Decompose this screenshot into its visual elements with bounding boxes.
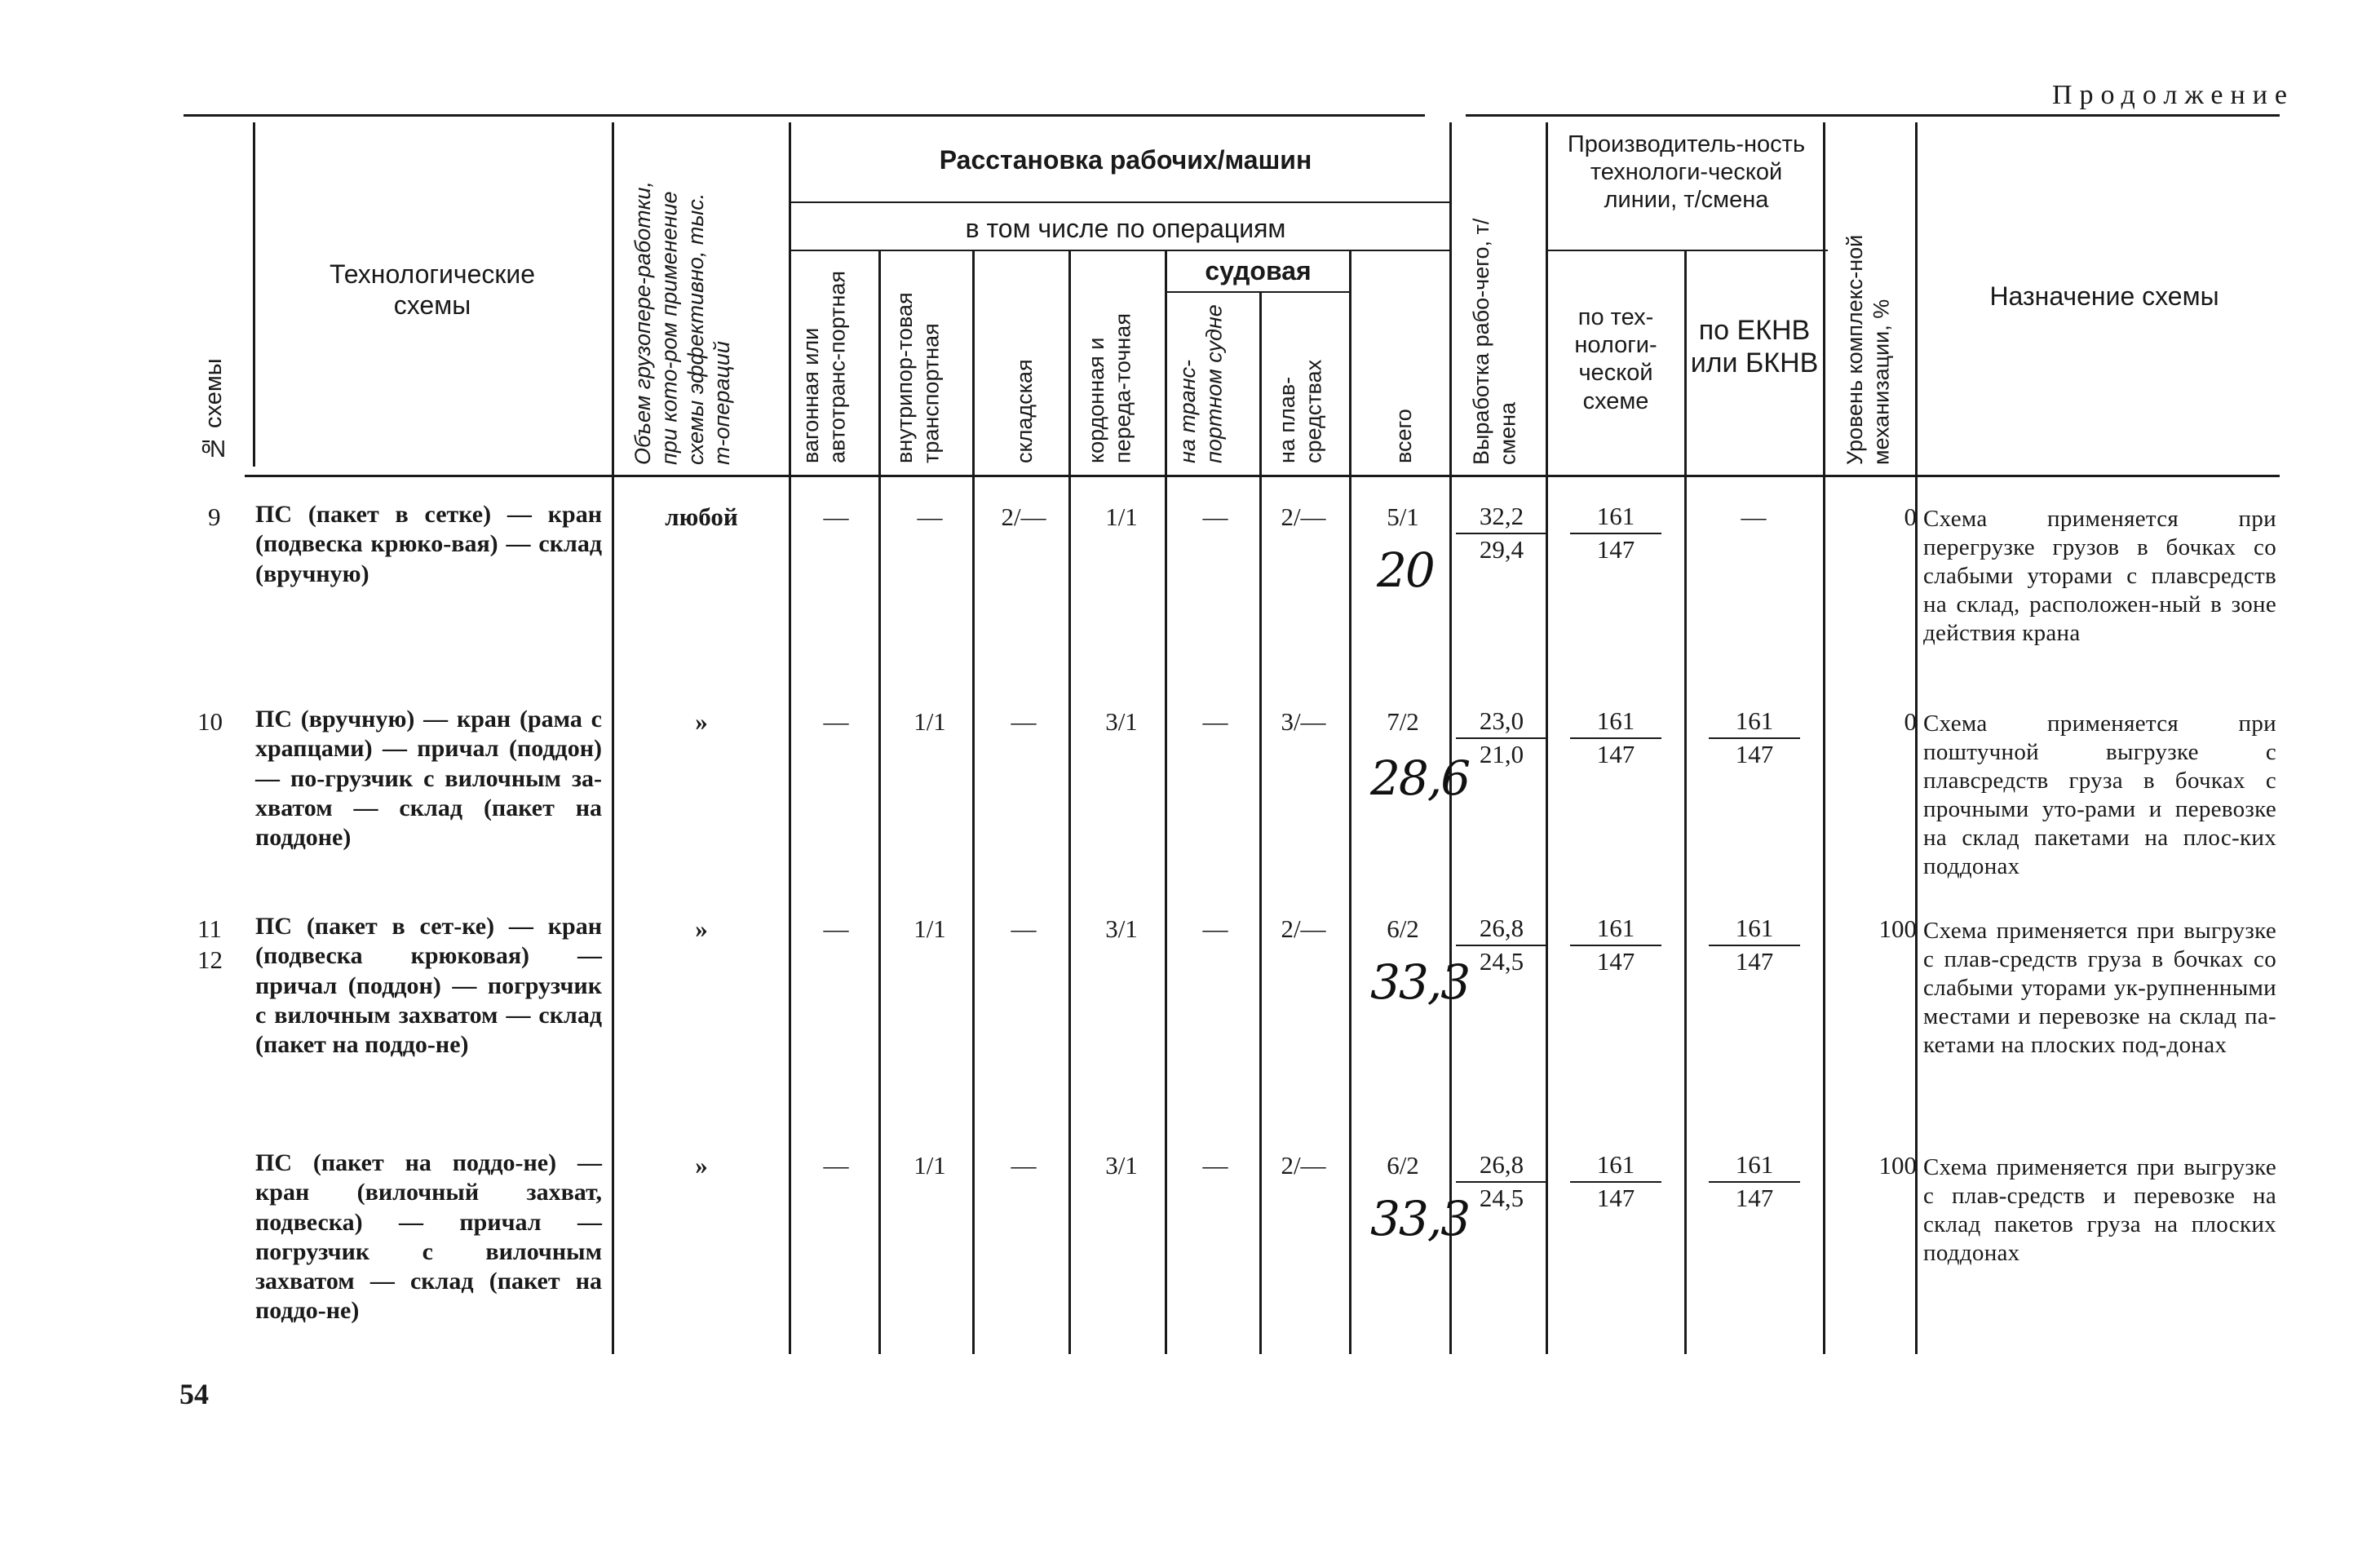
- col-line-warehouse: [1068, 250, 1071, 1354]
- row-warehouse: 2/—: [1001, 502, 1046, 531]
- row-tech-productivity: [1570, 708, 1661, 768]
- output-denominator: 21,0: [1479, 739, 1524, 768]
- row-volume: »: [695, 1151, 708, 1180]
- handwritten-note: 28,6: [1370, 750, 1470, 806]
- tech-numerator: 161: [1570, 915, 1661, 946]
- output-numerator: 26,8: [1456, 915, 1547, 946]
- eknv-denominator: 147: [1735, 739, 1774, 768]
- tech-denominator: 147: [1596, 534, 1635, 564]
- handwritten-note: 33,3: [1370, 954, 1470, 1010]
- row-scheme: ПС (пакет на поддо-не) — кран (вилочный захват, подвеска) — причал — погрузчик с вилочным захватом — склад (пакет на поддо-не): [255, 1149, 602, 1325]
- header-on-transport-ship: на транс-портном судне: [1175, 304, 1227, 463]
- row-no: 10: [197, 707, 223, 736]
- header-by-tech-scheme: по тех-нологи-ческой схеме: [1574, 304, 1657, 414]
- handwritten-note: 20: [1377, 542, 1434, 598]
- row-on-floating: 3/—: [1281, 707, 1326, 736]
- row-cordon: 3/1: [1105, 914, 1138, 943]
- continuation-heading: Продолжение: [2051, 80, 2294, 110]
- row-purpose: Схема применяется при поштучной выгрузке с плавсредств груза в бочках с прочными уто-рами и перевозке на склад пакетами на плос-ких поддонах: [1923, 710, 2276, 880]
- row-output: [1456, 503, 1547, 563]
- tech-denominator: 147: [1596, 1183, 1635, 1212]
- page-number: 54: [179, 1378, 209, 1410]
- row-output: [1456, 708, 1547, 768]
- row-tech-productivity: [1570, 1152, 1661, 1211]
- header-mechanization: Уровень комплекс-ной механизации, %: [1843, 234, 1894, 465]
- row-intraport: 1/1: [914, 707, 946, 736]
- col-line-tech: [1684, 250, 1687, 1354]
- row-total: 7/2: [1387, 707, 1419, 736]
- header-divider: [245, 475, 2280, 477]
- col-line-eknv: [1823, 122, 1825, 1354]
- row-intraport: 1/1: [914, 1151, 946, 1180]
- row-tech-productivity: [1570, 503, 1661, 563]
- col-line-floating: [1349, 250, 1351, 1354]
- row-volume: любой: [665, 502, 738, 531]
- placement-underline: [791, 201, 1449, 203]
- row-tech-productivity: [1570, 915, 1661, 975]
- tech-numerator: 161: [1570, 708, 1661, 739]
- row-scheme: ПС (вручную) — кран (рама с храпцами) — причал (поддон) — по-грузчик с вилочным за-хватом — склад (пакет на поддоне): [255, 706, 602, 852]
- row-cordon: 3/1: [1105, 707, 1138, 736]
- row-eknv-productivity: [1709, 708, 1800, 768]
- header-volume: Объем грузопере-работки, при кото-ром применение схемы эффективно, тыс. т-операций: [630, 181, 735, 465]
- tech-denominator: 147: [1596, 946, 1635, 976]
- row-on-floating: 2/—: [1281, 914, 1326, 943]
- row-eknv-productivity: [1709, 1152, 1800, 1211]
- row-purpose: Схема применяется при выгрузке с плав-средств груза в бочках со слабыми уторами ук-рупненными местами и перевозке на склад па-кетами на плоских под-донах: [1923, 918, 2276, 1059]
- header-placement: Расстановка рабочих/машин: [939, 145, 1312, 175]
- col-line-cordon: [1165, 250, 1167, 1354]
- row-cordon: 3/1: [1105, 1151, 1138, 1180]
- header-purpose: Назначение схемы: [1989, 281, 2219, 311]
- row-volume: »: [695, 914, 708, 943]
- output-numerator: 32,2: [1456, 503, 1547, 534]
- row-output: [1456, 1152, 1547, 1211]
- row-on-transport-ship: —: [1202, 707, 1228, 736]
- header-by-operation: в том числе по операциям: [965, 214, 1286, 243]
- col-line-wagon: [878, 250, 881, 1354]
- row-total: 5/1: [1387, 502, 1419, 531]
- top-rule-left: [184, 114, 1425, 117]
- row-on-floating: 2/—: [1281, 502, 1326, 531]
- row-no: 11: [197, 914, 222, 943]
- row-mechanization: 100: [1878, 1151, 1917, 1180]
- row-volume: »: [695, 707, 708, 736]
- eknv-numerator: 161: [1709, 708, 1800, 739]
- row-eknv-productivity: [1709, 915, 1800, 975]
- row-mechanization: 0: [1904, 502, 1917, 531]
- output-numerator: 26,8: [1456, 1152, 1547, 1183]
- header-total: всего: [1391, 409, 1416, 463]
- header-ship-group: судовая: [1205, 256, 1312, 285]
- tech-denominator: 147: [1596, 739, 1635, 768]
- eknv-denominator: 147: [1735, 1183, 1774, 1212]
- header-wagon: вагонная или автотранс-портная: [798, 270, 850, 463]
- row-on-transport-ship: —: [1202, 502, 1228, 531]
- row-on-transport-ship: —: [1202, 914, 1228, 943]
- row-purpose: Схема применяется при перегрузке грузов в бочках со слабыми уторами с плавсредств на склад, расположен-ный в зоне действия крана: [1923, 506, 2276, 647]
- header-on-floating: на плав-средствах: [1275, 359, 1326, 463]
- row-wagon: —: [823, 707, 849, 736]
- output-numerator: 23,0: [1456, 708, 1547, 739]
- row-warehouse: —: [1011, 1151, 1037, 1180]
- row-cordon: 1/1: [1105, 502, 1138, 531]
- header-productivity: Производитель-ность технологи-ческой линии, т/смена: [1567, 131, 1806, 214]
- header-cordon: кордонная и переда-точная: [1084, 313, 1135, 463]
- col-line-intraport: [972, 250, 975, 1354]
- tech-numerator: 161: [1570, 503, 1661, 534]
- eknv-numerator: 161: [1709, 1152, 1800, 1183]
- row-total: 6/2: [1387, 914, 1419, 943]
- col-line-scheme-no: [253, 122, 255, 467]
- row-intraport: —: [917, 502, 943, 531]
- row-scheme: ПС (пакет в сет-ке) — кран (подвеска крюковая) — причал (поддон) — погрузчик с вилочным захватом — склад (пакет на поддо-не): [255, 913, 602, 1059]
- row-eknv: —: [1741, 502, 1767, 531]
- col-line-total: [1449, 122, 1452, 1354]
- row-wagon: —: [823, 502, 849, 531]
- output-denominator: 24,5: [1479, 1183, 1524, 1212]
- header-warehouse: складская: [1012, 359, 1037, 463]
- header-tech-schemes: Технологические схемы: [329, 259, 536, 320]
- row-purpose: Схема применяется при выгрузке с плав-средств и перевозке на склад пакетов груза на плоских поддонах: [1923, 1154, 2276, 1267]
- output-denominator: 24,5: [1479, 946, 1524, 976]
- eknv-numerator: 161: [1709, 915, 1800, 946]
- row-intraport: 1/1: [914, 914, 946, 943]
- row-mechanization: 0: [1904, 707, 1917, 736]
- output-denominator: 29,4: [1479, 534, 1524, 564]
- col-line-volume: [789, 122, 791, 1354]
- tech-numerator: 161: [1570, 1152, 1661, 1183]
- handwritten-note: 33,3: [1370, 1191, 1470, 1246]
- col-line-transport-ship: [1259, 291, 1262, 1354]
- row-warehouse: —: [1011, 914, 1037, 943]
- row-output: [1456, 915, 1547, 975]
- row-wagon: —: [823, 1151, 849, 1180]
- row-on-floating: 2/—: [1281, 1151, 1326, 1180]
- row-no: 9: [208, 502, 221, 531]
- header-by-eknv: по ЕКНВ или БКНВ: [1690, 315, 1819, 379]
- row-total: 6/2: [1387, 1151, 1419, 1180]
- row-scheme: ПС (пакет в сетке) — кран (подвеска крюко-вая) — склад (вручную): [255, 501, 602, 587]
- eknv-denominator: 147: [1735, 946, 1774, 976]
- row-warehouse: —: [1011, 707, 1037, 736]
- ship-group-underline: [1165, 291, 1349, 293]
- row-no: 12: [197, 945, 223, 974]
- header-output: Выработка рабо-чего, т/смена: [1469, 218, 1520, 465]
- row-wagon: —: [823, 914, 849, 943]
- row-mechanization: 100: [1878, 914, 1917, 943]
- row-on-transport-ship: —: [1202, 1151, 1228, 1180]
- header-scheme-no: № схемы: [201, 358, 227, 461]
- header-intraport: внутрипор-товая транспортная: [892, 292, 944, 463]
- top-rule-right: [1466, 114, 2280, 117]
- productivity-underline: [1548, 250, 1828, 251]
- col-line-scheme: [612, 122, 614, 1354]
